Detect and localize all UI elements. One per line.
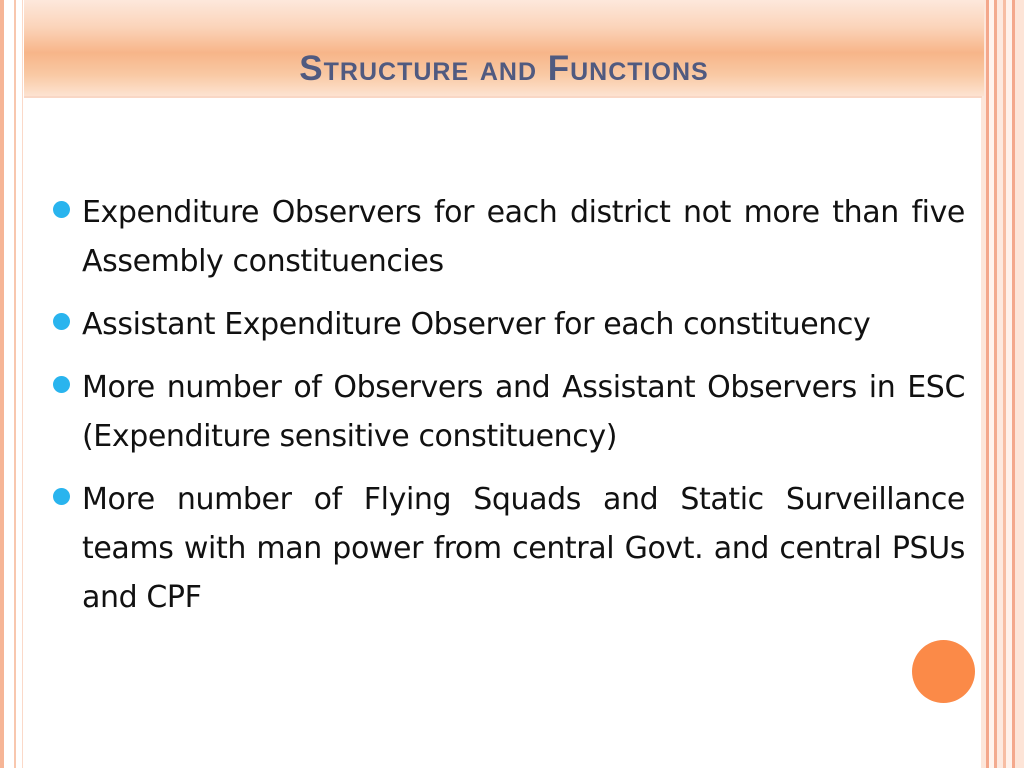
bullet-item — [50, 188, 965, 286]
slide-title: Structure and Functions — [299, 49, 709, 88]
left-frame-line — [14, 0, 16, 768]
left-frame-line — [22, 0, 23, 768]
bullet-text: More number of Flying Squads and Static Surveillance teams with man power from central Govt. and central PSUs and CPF — [82, 482, 965, 615]
bullet-list — [50, 188, 965, 636]
right-frame-band — [981, 0, 1024, 768]
bullet-item — [50, 475, 965, 622]
bullet-item — [50, 363, 965, 461]
title-divider — [24, 96, 982, 98]
bullet-dot-icon — [53, 313, 70, 330]
bullet-text: Expenditure Observers for each district not more than five Assembly constituencies — [82, 195, 965, 279]
left-frame-line — [0, 0, 4, 768]
bullet-item — [50, 300, 965, 349]
bullet-dot-icon — [53, 488, 70, 505]
bullet-dot-icon — [53, 201, 70, 218]
bullet-text: Assistant Expenditure Observer for each constituency — [82, 307, 871, 342]
decorative-circle-icon — [912, 640, 975, 703]
bullet-dot-icon — [53, 376, 70, 393]
bullet-text: More number of Observers and Assistant Observers in ESC (Expenditure sensitive constituency) — [82, 370, 965, 454]
